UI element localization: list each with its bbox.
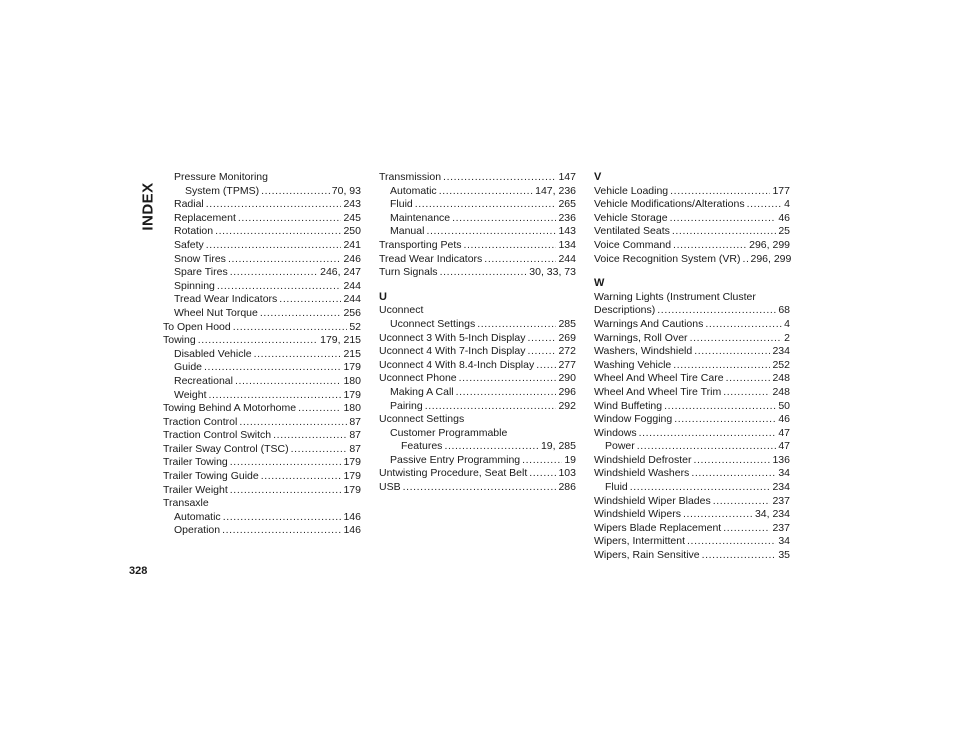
dot-leader: [273, 429, 347, 443]
entry-term: Wheel Nut Torque: [174, 306, 258, 319]
dot-leader: [705, 318, 782, 332]
entry-term: Vehicle Loading: [594, 184, 669, 197]
index-entry: [163, 266, 361, 280]
index-entry: [379, 454, 576, 468]
entry-page-ref: 34: [778, 467, 790, 480]
entry-page-ref: 234: [772, 481, 790, 494]
entry-term: Traction Control Switch: [163, 429, 272, 442]
index-entry: [594, 318, 790, 332]
entry-page-ref: 265: [558, 198, 576, 211]
entry-page-ref: 179: [343, 470, 361, 483]
dot-leader: [527, 332, 556, 346]
index-entry: [594, 372, 790, 386]
dot-leader: [463, 239, 556, 253]
index-entry: [379, 318, 576, 332]
entry-term: Uconnect 4 With 8.4-Inch Display: [379, 358, 535, 371]
dot-leader: [477, 318, 556, 332]
section-letter: W: [594, 277, 605, 290]
entry-term: Manual: [390, 225, 425, 238]
entry-page-ref: 70, 93: [331, 184, 361, 197]
entry-term: To Open Hood: [163, 320, 231, 333]
dot-leader: [209, 389, 342, 403]
entry-term: Transporting Pets: [379, 238, 462, 251]
dot-leader: [222, 524, 341, 538]
entry-term: Replacement: [174, 211, 236, 224]
dot-leader: [687, 535, 776, 549]
entry-term: Transmission: [379, 171, 442, 183]
entry-page-ref: 296, 299: [749, 238, 790, 251]
entry-page-ref: 35: [778, 549, 790, 562]
entry-page-ref: 243: [343, 198, 361, 211]
entry-term: Rotation: [174, 225, 214, 238]
entry-page-ref: 179: [343, 388, 361, 401]
dot-leader: [694, 345, 770, 359]
dot-leader: [456, 386, 557, 400]
index-entry: [163, 443, 361, 457]
entry-term: Wipers, Rain Sensitive: [594, 549, 700, 562]
index-entry: [163, 389, 361, 403]
entry-term: Pairing: [390, 399, 423, 412]
index-entry: [379, 239, 576, 253]
entry-term: Windshield Defroster: [594, 453, 692, 466]
dot-leader: [206, 198, 342, 212]
entry-term: Traction Control: [163, 415, 238, 428]
entry-page-ref: 236: [558, 211, 576, 224]
entry-term: Maintenance: [390, 211, 451, 224]
entry-page-ref: 252: [772, 358, 790, 371]
entry-term: Trailer Towing Guide: [163, 470, 259, 483]
dot-leader: [742, 253, 748, 267]
index-entry: [379, 467, 576, 481]
index-entry: [594, 212, 790, 226]
entry-page-ref: 68: [778, 304, 790, 317]
index-column-1: [163, 171, 361, 538]
entry-term: Trailer Towing: [163, 456, 228, 469]
entry-page-ref: 248: [772, 385, 790, 398]
entry-term: Untwisting Procedure, Seat Belt: [379, 467, 528, 480]
index-entry: [379, 171, 576, 185]
entry-page-ref: 146: [343, 510, 361, 523]
index-entry: [594, 549, 790, 563]
entry-term: Windshield Wipers: [594, 508, 681, 521]
index-entry: [594, 253, 790, 267]
index-entry: [379, 266, 576, 280]
index-entry: [163, 321, 361, 335]
index-entry: [163, 225, 361, 239]
index-entry: [163, 375, 361, 389]
index-entry: [379, 332, 576, 346]
index-entry: [594, 413, 790, 427]
index-column-3: [594, 171, 790, 563]
index-entry: [594, 467, 790, 481]
entry-page-ref: 30, 33, 73: [529, 266, 576, 279]
index-column-2: [379, 171, 576, 495]
entry-page-ref: 46: [778, 211, 790, 224]
index-entry: [594, 198, 790, 212]
index-entry: [594, 522, 790, 536]
index-entry: [163, 511, 361, 525]
dot-leader: [279, 293, 341, 307]
entry-term: Disabled Vehicle: [174, 347, 252, 360]
dot-leader: [637, 440, 777, 454]
entry-term: Window Fogging: [594, 413, 673, 426]
dot-leader: [713, 495, 771, 509]
dot-leader: [403, 481, 557, 495]
index-heading: Uconnect: [379, 304, 424, 317]
dot-leader: [670, 185, 770, 199]
entry-term: Uconnect Settings: [390, 317, 476, 330]
entry-term: Ventilated Seats: [594, 225, 670, 238]
entry-page-ref: 52: [349, 320, 361, 333]
entry-term: Warnings And Cautions: [594, 317, 704, 330]
entry-term: Washers, Windshield: [594, 345, 693, 358]
entry-page-ref: 296, 299: [750, 252, 792, 265]
entry-page-ref: 245: [343, 211, 361, 224]
entry-term: Wheel And Wheel Tire Care: [594, 372, 724, 385]
dot-leader: [223, 511, 342, 525]
entry-page-ref: 134: [558, 238, 576, 251]
dot-leader: [235, 375, 342, 389]
entry-page-ref: 47: [778, 440, 790, 453]
index-entry: [594, 440, 790, 454]
dot-leader: [261, 185, 330, 199]
index-entry: [379, 359, 576, 373]
dot-leader: [238, 212, 342, 226]
dot-leader: [664, 400, 776, 414]
entry-page-ref: 234: [772, 345, 790, 358]
entry-term: Windshield Wiper Blades: [594, 494, 711, 507]
index-entry: [163, 212, 361, 226]
entry-term: Operation: [174, 524, 221, 537]
index-entry: [163, 198, 361, 212]
dot-leader: [522, 454, 562, 468]
dot-leader: [415, 198, 557, 212]
dot-leader: [452, 212, 556, 226]
index-entry: [163, 253, 361, 267]
entry-term: Guide: [174, 361, 203, 374]
entry-page-ref: 177: [772, 184, 790, 197]
index-entry: [594, 400, 790, 414]
dot-leader: [459, 372, 557, 386]
dot-leader: [672, 225, 776, 239]
entry-term: Washing Vehicle: [594, 358, 672, 371]
entry-term: Spinning: [174, 279, 215, 292]
dot-leader: [291, 443, 348, 457]
entry-term: Wipers, Intermittent: [594, 535, 686, 548]
index-entry: [163, 348, 361, 362]
entry-page-ref: 103: [558, 467, 576, 480]
index-entry: [163, 484, 361, 498]
dot-leader: [443, 171, 556, 185]
entry-page-ref: 19: [564, 453, 576, 466]
index-entry: [163, 307, 361, 321]
index-entry: [594, 481, 790, 495]
entry-page-ref: 250: [343, 225, 361, 238]
entry-term: Descriptions): [594, 304, 656, 317]
index-entry: [163, 470, 361, 484]
dot-leader: [702, 549, 777, 563]
dot-leader: [639, 427, 777, 441]
entry-term: Towing Behind A Motorhome: [163, 402, 297, 415]
entry-page-ref: 25: [778, 225, 790, 238]
dot-leader: [747, 198, 783, 212]
entry-page-ref: 179: [343, 361, 361, 374]
index-entry: [379, 386, 576, 400]
index-entry: [163, 402, 361, 416]
dot-leader: [298, 402, 341, 416]
index-entry: [163, 361, 361, 375]
entry-term: Uconnect 4 With 7-Inch Display: [379, 345, 526, 358]
dot-leader: [529, 467, 556, 481]
entry-page-ref: 87: [349, 415, 361, 428]
entry-page-ref: 246: [343, 252, 361, 265]
dot-leader: [228, 253, 342, 267]
entry-page-ref: 50: [778, 399, 790, 412]
entry-term: Spare Tires: [174, 266, 228, 279]
entry-term: System (TPMS): [185, 184, 260, 197]
entry-term: Uconnect 3 With 5-Inch Display: [379, 331, 526, 344]
dot-leader: [674, 413, 776, 427]
index-entry: [163, 239, 361, 253]
index-entry: [594, 427, 790, 441]
index-entry: [379, 198, 576, 212]
entry-page-ref: 256: [343, 306, 361, 319]
entry-page-ref: 290: [558, 372, 576, 385]
index-entry: [379, 440, 576, 454]
dot-leader: [439, 185, 533, 199]
entry-term: Passive Entry Programming: [390, 453, 521, 466]
entry-page-ref: 147: [558, 171, 576, 183]
entry-term: Turn Signals: [379, 266, 438, 279]
entry-term: Tread Wear Indicators: [174, 293, 278, 306]
entry-term: Towing: [163, 334, 196, 347]
dot-leader: [691, 467, 776, 481]
index-entry: [163, 524, 361, 538]
section-letter: V: [594, 171, 602, 183]
entry-page-ref: 143: [558, 225, 576, 238]
index-side-label: [128, 176, 168, 236]
index-entry: [594, 359, 790, 373]
entry-term: Features: [401, 440, 443, 453]
entry-page-ref: 215: [343, 347, 361, 360]
entry-term: Fluid: [605, 481, 628, 494]
dot-leader: [426, 225, 556, 239]
dot-leader: [444, 440, 539, 454]
entry-page-ref: 19, 285: [540, 440, 576, 453]
section-letter: U: [379, 290, 387, 303]
dot-leader: [254, 348, 342, 362]
entry-page-ref: 87: [349, 429, 361, 442]
dot-leader: [204, 361, 341, 375]
index-entry: [594, 508, 790, 522]
dot-leader: [230, 456, 342, 470]
dot-leader: [484, 253, 556, 267]
dot-leader: [693, 454, 770, 468]
entry-page-ref: 4: [784, 317, 790, 330]
entry-page-ref: 4: [784, 198, 790, 211]
entry-page-ref: 286: [558, 481, 576, 494]
dot-leader: [206, 239, 342, 253]
entry-page-ref: 180: [343, 374, 361, 387]
dot-leader: [233, 321, 348, 335]
entry-term: Voice Command: [594, 238, 672, 251]
entry-term: Automatic: [390, 184, 437, 197]
index-entry: [163, 416, 361, 430]
dot-leader: [440, 266, 528, 280]
entry-page-ref: 244: [558, 252, 576, 265]
entry-page-ref: 248: [772, 372, 790, 385]
entry-page-ref: 237: [772, 521, 790, 534]
dot-leader: [425, 400, 557, 414]
index-entry: [594, 345, 790, 359]
entry-term: Uconnect Phone: [379, 372, 457, 385]
index-entry: [594, 495, 790, 509]
entry-page-ref: 246, 247: [320, 266, 361, 279]
entry-term: Windows: [594, 426, 637, 439]
index-entry: [163, 280, 361, 294]
dot-leader: [683, 508, 753, 522]
dot-leader: [536, 359, 556, 373]
index-entry: [379, 185, 576, 199]
entry-page-ref: 179: [343, 483, 361, 496]
entry-page-ref: 244: [343, 293, 361, 306]
dot-leader: [230, 266, 318, 280]
index-entry: [379, 481, 576, 495]
index-entry: [379, 212, 576, 226]
entry-page-ref: 180: [343, 402, 361, 415]
entry-term: Making A Call: [390, 385, 454, 398]
entry-page-ref: 87: [349, 442, 361, 455]
entry-page-ref: 237: [772, 494, 790, 507]
entry-page-ref: 285: [558, 317, 576, 330]
index-entry: [163, 429, 361, 443]
entry-term: Vehicle Storage: [594, 211, 668, 224]
index-entry: [379, 225, 576, 239]
entry-term: Voice Recognition System (VR): [594, 252, 741, 265]
dot-leader: [723, 386, 770, 400]
entry-term: Wipers Blade Replacement: [594, 521, 722, 534]
dot-leader: [673, 239, 747, 253]
entry-term: Power: [605, 440, 635, 453]
entry-term: Weight: [174, 388, 207, 401]
dot-leader: [657, 304, 776, 318]
entry-page-ref: 179: [343, 456, 361, 469]
dot-leader: [217, 280, 342, 294]
entry-term: Fluid: [390, 198, 413, 211]
entry-page-ref: 34: [778, 535, 790, 548]
entry-page-ref: 146: [343, 524, 361, 537]
index-entry: [163, 334, 361, 348]
index-heading: Warning Lights (Instrument Cluster: [594, 290, 756, 303]
entry-page-ref: 277: [558, 358, 576, 371]
entry-page-ref: 147, 236: [535, 184, 576, 197]
index-entry: [379, 372, 576, 386]
index-entry: [594, 185, 790, 199]
entry-page-ref: 292: [558, 399, 576, 412]
entry-term: Radial: [174, 198, 204, 211]
index-entry: [594, 239, 790, 253]
dot-leader: [260, 307, 342, 321]
entry-term: Safety: [174, 238, 204, 251]
entry-page-ref: 47: [778, 426, 790, 439]
entry-term: Wheel And Wheel Tire Trim: [594, 385, 722, 398]
index-heading: Transaxle: [163, 497, 209, 510]
page-number: 328: [129, 565, 148, 577]
index-entry: [594, 225, 790, 239]
index-entry: [594, 386, 790, 400]
entry-page-ref: 136: [772, 453, 790, 466]
index-entry: [163, 293, 361, 307]
index-heading: Customer Programmable: [390, 426, 508, 439]
index-entry: [163, 185, 361, 199]
dot-leader: [239, 416, 347, 430]
dot-leader: [723, 522, 770, 536]
entry-term: Automatic: [174, 510, 221, 523]
entry-term: Windshield Washers: [594, 467, 690, 480]
entry-page-ref: 272: [558, 345, 576, 358]
index-entry: [163, 456, 361, 470]
entry-term: Snow Tires: [174, 252, 226, 265]
index-entry: [379, 400, 576, 414]
index-entry: [379, 345, 576, 359]
dot-leader: [670, 212, 777, 226]
index-entry: [594, 535, 790, 549]
index-heading: Uconnect Settings: [379, 413, 465, 426]
dot-leader: [527, 345, 556, 359]
index-entry: [594, 454, 790, 468]
index-entry: [594, 304, 790, 318]
dot-leader: [630, 481, 771, 495]
entry-page-ref: 296: [558, 385, 576, 398]
dot-leader: [726, 372, 771, 386]
entry-term: Trailer Sway Control (TSC): [163, 442, 289, 455]
dot-leader: [215, 225, 341, 239]
entry-page-ref: 244: [343, 279, 361, 292]
entry-page-ref: 179, 215: [320, 334, 361, 347]
index-entry: [594, 332, 790, 346]
entry-page-ref: 269: [558, 331, 576, 344]
entry-term: Warnings, Roll Over: [594, 331, 688, 344]
entry-page-ref: 241: [343, 238, 361, 251]
dot-leader: [230, 484, 342, 498]
entry-term: Vehicle Modifications/Alterations: [594, 198, 745, 211]
dot-leader: [261, 470, 342, 484]
index-label-text: INDEX: [139, 181, 157, 231]
entry-term: Wind Buffeting: [594, 399, 663, 412]
entry-term: Recreational: [174, 374, 233, 387]
dot-leader: [198, 334, 318, 348]
entry-term: Trailer Weight: [163, 483, 228, 496]
dot-leader: [673, 359, 770, 373]
index-entry: [379, 253, 576, 267]
entry-page-ref: 46: [778, 413, 790, 426]
entry-page-ref: 2: [784, 331, 790, 344]
entry-page-ref: 34, 234: [754, 508, 790, 521]
index-heading: Pressure Monitoring: [174, 171, 268, 183]
entry-term: USB: [379, 481, 401, 494]
entry-term: Tread Wear Indicators: [379, 252, 483, 265]
dot-leader: [690, 332, 783, 346]
